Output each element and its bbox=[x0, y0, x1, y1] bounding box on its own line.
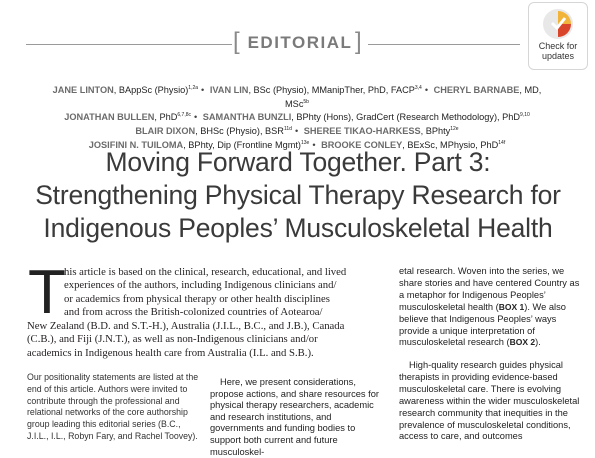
author-creds: , BPhty, Dip (Frontline Mgmt) bbox=[183, 139, 301, 150]
text-line: experiences of the authors, including Indigenous clinicians and/ bbox=[64, 279, 337, 292]
author-separator: • bbox=[312, 139, 316, 150]
author-creds: , PhD bbox=[154, 112, 178, 123]
header-rule-left bbox=[26, 44, 232, 45]
intro-paragraph-top bbox=[64, 266, 386, 320]
author-name: SAMANTHA BUNZLI bbox=[202, 112, 292, 123]
paragraph-text: High-quality research guides physical therapists in providing evidence-based musculoskeletal care. There is evolving awareness within the wider musculoskeletal research community that inequities in the prevalence of musculoskeletal conditions, access to care, and outcomes bbox=[399, 360, 580, 442]
author-creds: , BExSc, MPhysio, PhD bbox=[402, 139, 499, 150]
paragraph-text: ). bbox=[535, 337, 541, 348]
author-name: JANE LINTON bbox=[52, 85, 114, 96]
article-title bbox=[8, 146, 588, 245]
badge-text-1: Check for bbox=[538, 41, 578, 51]
box-1-link[interactable]: BOX 1 bbox=[498, 301, 525, 312]
author-name: JONATHAN BULLEN bbox=[64, 112, 155, 123]
paragraph-text: Here, we present considerations, propose actions, and share resources for physical therapy researchers, academic and research institutions, and governments and funding bodies to support both current and future musculoskel- bbox=[210, 377, 379, 457]
text-line: his article is based on the clinical, research, educational, and lived bbox=[64, 266, 347, 278]
author-affil: 9,10 bbox=[520, 112, 530, 119]
drop-cap: T bbox=[28, 258, 66, 327]
title-line: Strengthening Physical Therapy Research for bbox=[35, 180, 561, 210]
right-bracket: ] bbox=[355, 28, 362, 55]
badge-text-2: updates bbox=[541, 51, 575, 61]
author-name: IVAN LIN bbox=[209, 85, 249, 96]
body-paragraph-col2 bbox=[210, 377, 386, 458]
author-creds: , BAppSc (Physio) bbox=[113, 85, 189, 96]
author-affil: 12e bbox=[450, 125, 459, 132]
paragraph-text: etal research. Woven into the series, we share stories and have centered Country as a metaphor for Indigenous Peoples’ musculoskeletal health ( bbox=[399, 266, 580, 312]
paragraph-text: ). We also believe that Indigenous Peoples’ ways provide a unique interpretation of musculoskeletal research ( bbox=[399, 301, 566, 348]
author-affil: 11d bbox=[283, 125, 292, 132]
positionality-note: Our positionality statements are listed at the end of this article. Authors were invited to contribute through the professional and relational networks of the core authorship group leading this editorial series (B.C., J.I.L., I.L., Robyn Fary, and Rachel Toovey). bbox=[27, 372, 199, 441]
left-bracket: [ bbox=[233, 28, 240, 55]
text-line: New Zealand (B.D. and S.T.-H.), Australia (J.I.L., B.C., and J.B.), Canada bbox=[27, 320, 345, 332]
author-separator: • bbox=[424, 85, 429, 96]
author-affil: 1,2a bbox=[188, 85, 199, 91]
body-paragraph-col3-second bbox=[399, 360, 581, 443]
author-creds: , MD, MSc bbox=[285, 85, 542, 109]
author-affil: 3,4 bbox=[414, 85, 422, 91]
title-line: Indigenous Peoples’ Musculoskeletal Health bbox=[43, 213, 553, 243]
author-name: CHERYL BARNABE bbox=[433, 85, 520, 96]
title-line: Moving Forward Together. Part 3: bbox=[105, 147, 491, 177]
author-name: JOSIFINI N. TUILOMA bbox=[88, 139, 184, 150]
author-affil: 14f bbox=[498, 139, 506, 146]
author-affil: 6,7,8c bbox=[177, 112, 192, 119]
header-rule-right bbox=[368, 44, 520, 45]
text-line: (C.B.), and Fiji (J.N.T.), as well as non-Indigenous clinicians and/or bbox=[27, 333, 318, 346]
text-line: academics in Indigenous health care from Australia (I.L. and S.B.). bbox=[27, 346, 314, 359]
author-list bbox=[40, 83, 554, 151]
box-2-link[interactable]: BOX 2 bbox=[509, 337, 536, 348]
author-affil: 13e bbox=[300, 139, 310, 146]
body-paragraph-col3 bbox=[399, 266, 581, 349]
author-separator: • bbox=[201, 85, 205, 96]
author-creds: , BHSc (Physio), BSR bbox=[195, 126, 284, 137]
check-for-updates-button[interactable] bbox=[528, 2, 588, 70]
author-creds: , BPhty (Hons), GradCert (Research Methodology), PhD bbox=[291, 112, 521, 123]
author-separator: • bbox=[294, 126, 299, 137]
author-affil: 5b bbox=[303, 98, 309, 105]
author-separator: • bbox=[194, 112, 198, 123]
section-label: EDITORIAL bbox=[247, 33, 353, 52]
text-line: or academics from physical therapy or other health disciplines bbox=[64, 292, 330, 305]
author-name: SHEREE TIKAO-HARKESS bbox=[303, 126, 421, 137]
author-creds: , BPhty bbox=[420, 126, 451, 137]
author-name: BROOKE CONLEY bbox=[321, 139, 403, 150]
author-name: BLAIR DIXON bbox=[135, 126, 196, 137]
author-creds: , BSc (Physio), MManipTher, PhD, FACP bbox=[248, 85, 415, 96]
intro-paragraph-bottom bbox=[27, 320, 386, 360]
check-for-updates-icon bbox=[541, 7, 575, 41]
text-line: and from across the British-colonized countries of Aotearoa/ bbox=[64, 306, 323, 319]
